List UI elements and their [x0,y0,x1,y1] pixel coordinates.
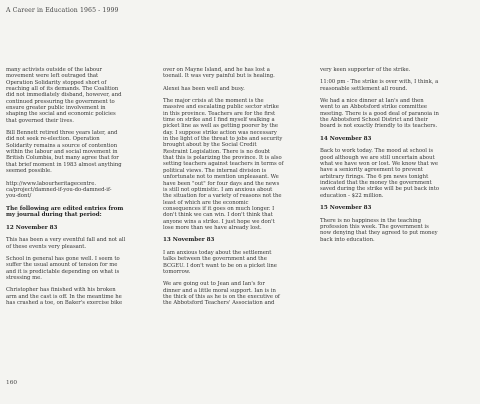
paragraph: Alexei has been well and busy. [163,85,245,92]
paragraph: School in general has gone well. I seem to suffer the usual amount of tension for me and it is predictable depending on what is stressing me. [6,256,120,282]
text-column-1 [6,67,130,312]
paragraph: 11:00 pm - The strike is over with, I think, a reasonable settlement all round. [320,79,439,92]
section-heading: 15 November 83 [320,205,372,212]
paragraph: Christopher has finished with his broken arm and the cast is off. In the meantime he has crashed a toe, on Baker's exercise bike [6,287,123,307]
section-heading: 13 November 83 [163,237,215,244]
paragraph: We are going out to Jean and Ian's for dinner and a little moral support. Ian is in the thick of this as he is on the executive of the Abbotsford Teachers' Association and [163,281,280,307]
paragraph: Back to work today. The mood at school is good although we are still uncertain about what we have won or lost. We know that we have a seniority agreement to prevent arbitrary firings. The 6 pm news tonight indicated that the money the government saved during the strike will be put back into education - $22 million. [320,148,440,199]
paragraph: very keen supporter of the strike. [320,67,411,73]
section-heading: 14 November 83 [320,135,372,142]
paragraph: The major crisis at the moment is the massive and escalating public sector strike in this province. Teachers are for the first time on strike and I find myself walking a picket line as well as getting poorer by the day. I suppose strike action was necessary in the light of the threat to jobs and security brought about by the Social Credit Restraint Legislation. There is no doubt that this is polarizing the province. It is also setting teachers against teachers in terms of political views. The internal division is unfortunate not to mention unpleasant. We have been "out" for four days and the news is still not optimistic. I am anxious about the situation for a variety of reasons not the least of which are the economic consequences if it goes on much longer. I don't think we can win. I don't think that anyone wins a strike. I just hope we don't lose more than we have already lost. [163,98,284,231]
paragraph: many activists outside of the labour movement were left outraged that Operation Solidarity stopped short of reaching all of its demands. The Coalition did not immediately disband, however, and continued pressuring the government to ensure greater public involvement in shaping the social and economic policies that governed their lives. [6,67,122,124]
paragraph: http://www.labourheritagecentre. ca/project/damned-if-you-do-damned-if- you-dont/ [6,180,112,200]
text-column-3 [320,67,444,249]
section-heading: 12 November 83 [6,224,58,231]
running-header: A Career in Education 1965 - 1999 [6,7,119,14]
section-heading: The following are edited entries from my journal during that period: [6,205,124,219]
paragraph: We had a nice dinner at Ian's and then went to an Abbotsford strike committee meeting. There is a good deal of paranoia in the Abbotsford School District and their board is not exactly friendly to its teachers. [320,98,439,130]
paragraph: Bill Bennett retired three years later, and did not seek re-election. Operation Solidarity remains a source of contention within the labour and social movement in British Columbia, but many agree that for that brief moment in 1983 almost anything seemed possible. [6,130,122,175]
page-number: 160 [6,380,18,386]
paragraph: I am anxious today about the settlement talks between the government and the BCGEU. I don't want to be on a picket line tomorrow. [163,249,277,275]
text-column-2 [163,67,287,313]
paragraph: There is no happiness in the teaching profession this week. The government is now denying that they agreed to put money back into education. [320,217,438,243]
paragraph: This has been a very eventful fall and not all of these events very pleasant. [6,237,126,250]
paragraph: over on Mayne Island, and he has lost a toenail. It was very painful but is healing. [163,67,275,80]
